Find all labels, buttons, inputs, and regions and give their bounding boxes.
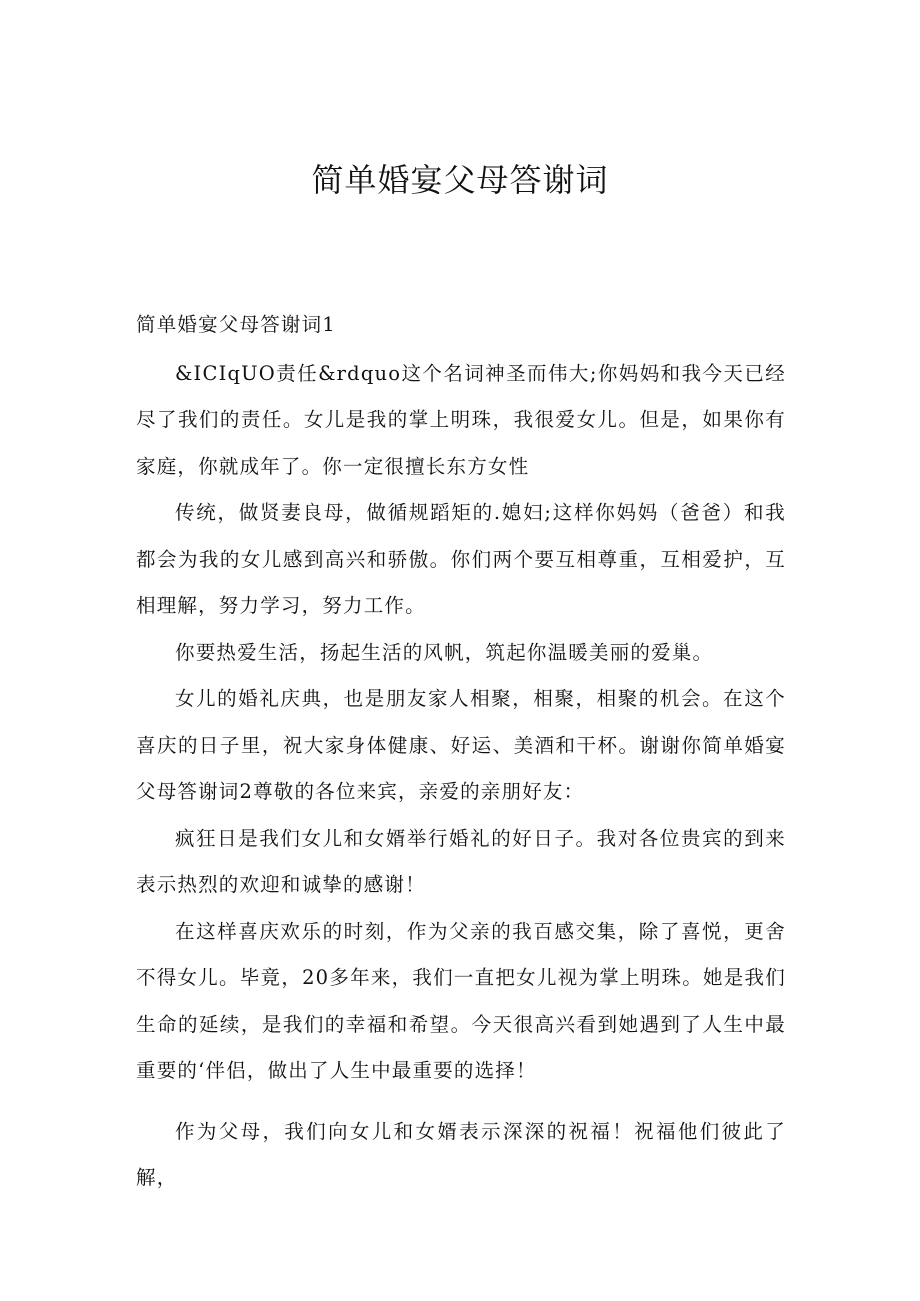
paragraph: &ICIqUO责任&rdquo这个名词神圣而伟大;你妈妈和我今天已经尽了我们的责任。女儿是我的掌上明珠，我很爱女儿。但是，如果你有家庭，你就成年了。你一定很擅长东方女性 (136, 361, 786, 478)
paragraph: 疯狂日是我们女儿和女婿举行婚礼的好日子。我对各位贵宾的到来表示热烈的欢迎和诚挚的感谢！ (136, 826, 786, 896)
paragraph: 女儿的婚礼庆典，也是朋友家人相聚，相聚，相聚的机会。在这个喜庆的日子里，祝大家身体健康、好运、美酒和干杯。谢谢你简单婚宴父母答谢词2尊敬的各位来宾，亲爱的亲朋好友： (136, 687, 786, 803)
document-body (136, 302, 786, 1202)
document-title: 简单婚宴父母答谢词 (311, 161, 609, 199)
section-heading: 简单婚宴父母答谢词1 (136, 313, 336, 336)
paragraph: 作为父母，我们向女儿和女婿表示深深的祝福！祝福他们彼此了解， (136, 1119, 786, 1189)
paragraph: 传统，做贤妻良母，做循规蹈矩的.媳妇;这样你妈妈（爸爸）和我都会为我的女儿感到高兴和骄傲。你们两个要互相尊重，互相爱护，互相理解，努力学习，努力工作。 (136, 501, 786, 617)
paragraph: 你要热爱生活，扬起生活的风帆，筑起你温暖美丽的爱巢。 (175, 640, 714, 664)
paragraph: 在这样喜庆欢乐的时刻，作为父亲的我百感交集，除了喜悦，更舍不得女儿。毕竟，20多年来，我们一直把女儿视为掌上明珠。她是我们生命的延续，是我们的幸福和希望。今天很高兴看到她遇到了人生中最重要的‘伴侣，做出了人生中最重要的选择！ (136, 919, 786, 1082)
